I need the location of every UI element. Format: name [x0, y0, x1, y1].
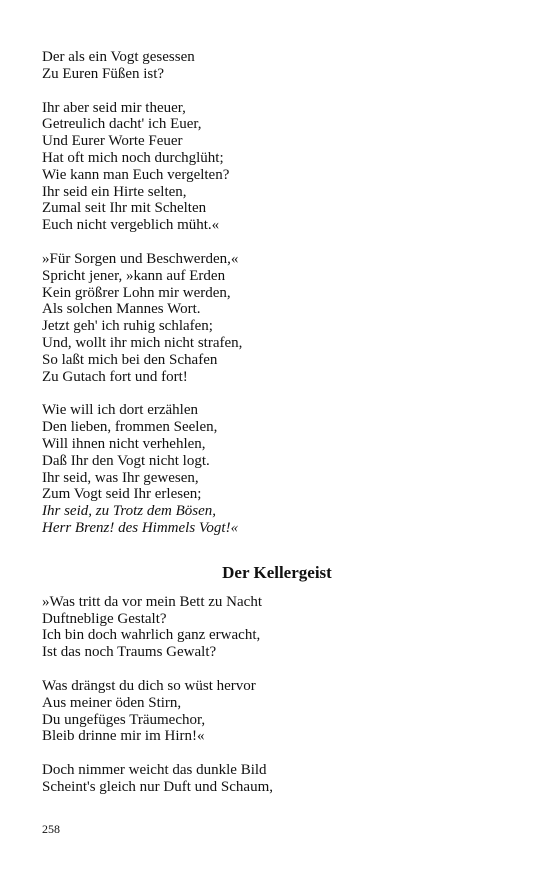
stanza	[42, 251, 512, 385]
verse-line: Zu Euren Füßen ist?	[42, 65, 165, 82]
page-body	[42, 49, 512, 796]
verse-line: Euch nicht vergeblich müht.«	[42, 217, 220, 234]
verse-line: Zum Vogt seid Ihr erlesen;	[42, 486, 202, 503]
verse-line: Spricht jener, »kann auf Erden	[42, 267, 226, 284]
verse-line: Als solchen Mannes Wort.	[42, 301, 201, 318]
verse-line: Ihr seid ein Hirte selten,	[42, 183, 187, 200]
verse-line: Scheint's gleich nur Duft und Schaum,	[42, 778, 273, 795]
page-number: 258	[42, 822, 60, 836]
verse-line: Daß Ihr den Vogt nicht logt.	[42, 452, 210, 469]
verse-line: Hat oft mich noch durchglüht;	[42, 149, 224, 166]
stanza	[42, 678, 512, 745]
verse-line-italic: Herr Brenz! des Himmels Vogt!«	[42, 519, 239, 536]
verse-line: Aus meiner öden Stirn,	[42, 694, 182, 711]
verse-line-italic: Ihr seid, zu Trotz dem Bösen,	[42, 503, 217, 520]
verse-line: Du ungefüges Träumechor,	[42, 711, 206, 728]
verse-line: Doch nimmer weicht das dunkle Bild	[42, 762, 267, 779]
verse-line: Wie kann man Euch vergelten?	[42, 166, 230, 183]
verse-line: Und, wollt ihr mich nicht strafen,	[42, 334, 243, 351]
verse-line: Den lieben, frommen Seelen,	[42, 419, 218, 436]
verse-line: Der als ein Vogt gesessen	[42, 49, 195, 65]
verse-line: Und Eurer Worte Feuer	[42, 133, 183, 150]
verse-line: Ist das noch Traums Gewalt?	[42, 644, 217, 661]
verse-line: »Für Sorgen und Beschwerden,«	[42, 250, 239, 267]
stanza	[42, 594, 512, 661]
stanza	[42, 762, 512, 796]
verse-line: Ihr aber seid mir theuer,	[42, 99, 186, 116]
verse-line: Getreulich dacht' ich Euer,	[42, 116, 202, 133]
verse-line: »Was tritt da vor mein Bett zu Nacht	[42, 593, 262, 610]
verse-line: Zu Gutach fort und fort!	[42, 368, 188, 385]
verse-line: Kein größrer Lohn mir werden,	[42, 284, 231, 301]
verse-line: Wie will ich dort erzählen	[42, 402, 198, 419]
poem-title: Der Kellergeist	[222, 562, 332, 582]
stanza	[42, 49, 512, 83]
verse-line: Zumal seit Ihr mit Schelten	[42, 200, 207, 217]
verse-line: Was drängst du dich so wüst hervor	[42, 677, 256, 694]
verse-line: Jetzt geh' ich ruhig schlafen;	[42, 318, 213, 335]
verse-line: Bleib drinne mir im Hirn!«	[42, 728, 205, 745]
stanza	[42, 100, 512, 234]
verse-line: Duftneblige Gestalt?	[42, 610, 167, 627]
verse-line: Ich bin doch wahrlich ganz erwacht,	[42, 627, 261, 644]
verse-line: So laßt mich bei den Schafen	[42, 351, 218, 368]
verse-line: Ihr seid, was Ihr gewesen,	[42, 469, 199, 486]
verse-line: Will ihnen nicht verhehlen,	[42, 435, 206, 452]
stanza	[42, 402, 512, 536]
